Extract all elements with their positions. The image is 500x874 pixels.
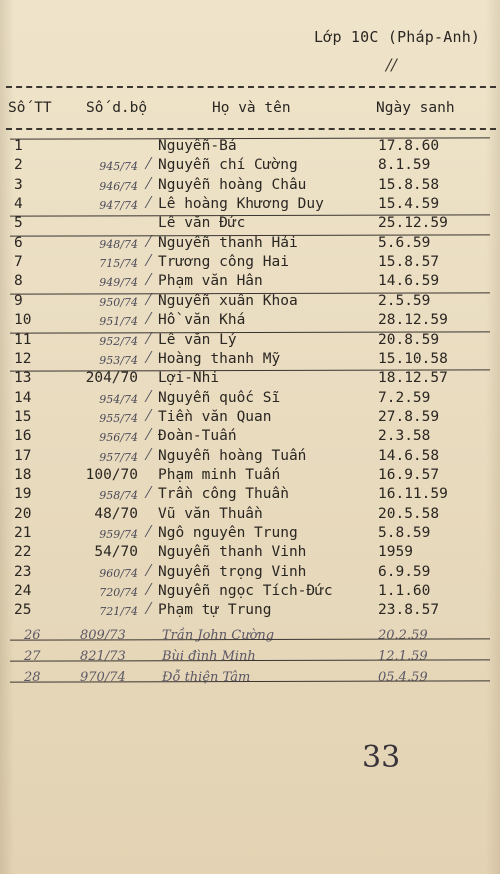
column-header-name: Họ và tên — [212, 100, 291, 116]
register-number: 947/74 — [99, 199, 138, 213]
birth-date: 5.8.59 — [378, 525, 431, 541]
check-mark — [137, 196, 153, 208]
birth-date: 5.6.59 — [378, 234, 431, 251]
table-row — [0, 564, 500, 584]
check-mark — [137, 332, 153, 344]
row-number: 2 — [14, 157, 23, 174]
register-number: 204/70 — [85, 370, 138, 387]
birth-date: 8.1.59 — [378, 157, 431, 174]
row-number: 6 — [14, 234, 23, 251]
check-mark — [137, 428, 153, 440]
table-row — [0, 235, 500, 255]
register-number: 821/73 — [80, 649, 126, 664]
student-name: Tiền văn Quan — [158, 408, 272, 425]
register-number: 957/74 — [99, 450, 138, 464]
register-number: 959/74 — [99, 528, 138, 541]
row-number: 3 — [14, 176, 23, 193]
table-row — [0, 312, 500, 332]
row-number: 23 — [14, 563, 32, 580]
birth-date: 14.6.58 — [378, 447, 440, 464]
register-number: 954/74 — [99, 392, 138, 406]
handwritten-row — [0, 670, 500, 692]
birth-date: 17.8.60 — [378, 138, 440, 154]
table-row — [0, 428, 500, 448]
row-number: 13 — [14, 370, 32, 387]
register-number: 809/73 — [80, 628, 126, 643]
birth-date: 15.8.57 — [378, 254, 440, 271]
birth-date: 15.10.58 — [378, 350, 448, 367]
student-name: Nguyễn hoàng Tuấn — [158, 447, 307, 464]
birth-date: 20.5.58 — [378, 505, 440, 522]
register-number: 956/74 — [99, 431, 138, 445]
student-name: Phạm tự Trung — [158, 602, 272, 619]
student-name: Nguyễn ngọc Tích-Đức — [158, 583, 333, 600]
student-name: Trần công Thuần — [158, 486, 289, 503]
header-dashed-rule — [6, 128, 496, 130]
student-name: Trần John Cường — [162, 628, 275, 643]
register-number: 949/74 — [99, 276, 138, 290]
register-number: 715/74 — [99, 257, 138, 271]
student-name: Lê văn Lý — [158, 331, 237, 348]
student-name: Nguyễn thanh Vinh — [158, 544, 307, 561]
check-mark — [137, 235, 153, 247]
check-mark — [137, 486, 153, 498]
row-number: 27 — [24, 649, 41, 664]
column-header-dob: Ngày sanh — [376, 100, 455, 116]
table-row — [0, 390, 500, 410]
student-name: Trương công Hai — [158, 254, 289, 271]
register-number: 54/70 — [94, 544, 138, 561]
birth-date: 2.5.59 — [378, 292, 431, 309]
register-number: 950/74 — [99, 295, 138, 309]
register-number: 946/74 — [99, 179, 138, 193]
birth-date: 7.2.59 — [378, 389, 431, 406]
student-name: Nguyễn-Bá — [158, 138, 237, 154]
check-mark — [137, 583, 153, 595]
check-mark — [137, 351, 153, 363]
table-row — [0, 332, 500, 352]
column-header-dbo: Số d.bộ — [86, 100, 148, 116]
birth-date: 15.8.58 — [378, 176, 440, 193]
birth-date: 1959 — [378, 544, 413, 561]
register-number: 952/74 — [99, 334, 138, 348]
table-row — [0, 602, 500, 622]
student-name: Đỗ thiện Tâm — [162, 670, 251, 685]
table-row — [0, 293, 500, 313]
student-name: Nguyễn chí Cường — [158, 157, 298, 174]
birth-date: 16.9.57 — [378, 466, 440, 483]
column-header-stt: Số TT — [8, 100, 52, 116]
birth-date: 12.1.59 — [378, 649, 428, 664]
page-number: 33 — [362, 740, 401, 775]
register-number: 951/74 — [99, 315, 138, 329]
check-mark — [137, 564, 153, 576]
student-name: Lê văn Đức — [158, 215, 246, 232]
row-number: 24 — [14, 583, 32, 600]
check-mark — [137, 409, 153, 421]
student-name: Ngô nguyên Trung — [158, 525, 298, 541]
register-number: 953/74 — [99, 353, 138, 367]
check-mark — [137, 602, 153, 614]
table-row — [0, 544, 500, 564]
student-name: Lợi-Nhi — [158, 370, 220, 387]
row-number: 26 — [24, 628, 41, 643]
student-name: Hoàng thanh Mỹ — [158, 350, 281, 367]
birth-date: 2.3.58 — [378, 428, 431, 445]
row-number: 18 — [14, 466, 32, 483]
student-name: Vũ văn Thuần — [158, 505, 263, 522]
table-row — [0, 177, 500, 197]
birth-date: 15.4.59 — [378, 196, 440, 213]
handwritten-row — [0, 649, 500, 671]
student-name: Phạm minh Tuấn — [158, 466, 281, 483]
table-row — [0, 486, 500, 506]
table-row — [0, 583, 500, 603]
row-number: 9 — [14, 292, 23, 309]
row-number: 20 — [14, 505, 32, 522]
row-number: 25 — [14, 602, 32, 619]
row-number: 10 — [14, 312, 32, 329]
table-row — [0, 409, 500, 429]
row-number: 19 — [14, 486, 32, 503]
class-title: Lớp 10C (Pháp-Anh) — [314, 28, 481, 46]
register-number: 958/74 — [99, 489, 138, 503]
table-row — [0, 467, 500, 487]
table-row — [0, 273, 500, 293]
row-number: 5 — [14, 215, 23, 232]
register-number: 945/74 — [99, 160, 138, 174]
row-number: 14 — [14, 389, 32, 406]
birth-date: 23.8.57 — [378, 602, 440, 619]
check-mark — [137, 157, 153, 169]
birth-date: 25.12.59 — [378, 215, 448, 232]
row-number: 8 — [14, 273, 23, 290]
birth-date: 1.1.60 — [378, 583, 431, 600]
student-name: Đoàn-Tuấn — [158, 428, 237, 445]
birth-date: 6.9.59 — [378, 563, 431, 580]
student-name: Nguyễn hoàng Châu — [158, 176, 307, 193]
student-name: Nguyễn thanh Hải — [158, 234, 298, 251]
table-row — [0, 525, 500, 545]
birth-date: 16.11.59 — [378, 486, 448, 503]
row-number: 11 — [14, 331, 32, 348]
register-number: 948/74 — [99, 237, 138, 251]
student-name: Bùi đình Minh — [162, 649, 256, 664]
check-mark — [137, 448, 153, 460]
student-name: Phạm văn Hân — [158, 273, 263, 290]
register-number: 100/70 — [85, 466, 138, 483]
row-number: 28 — [24, 670, 41, 685]
student-name: Lê hoàng Khương Duy — [158, 196, 324, 213]
table-row — [0, 370, 500, 390]
class-mark: // — [386, 55, 397, 74]
check-mark — [137, 390, 153, 402]
table-row — [0, 138, 500, 158]
handwritten-row — [0, 628, 500, 650]
table-row — [0, 215, 500, 235]
student-name: Nguyễn trọng Vinh — [158, 563, 307, 580]
register-number: 720/74 — [99, 586, 138, 600]
row-number: 21 — [14, 525, 32, 541]
row-number: 15 — [14, 408, 32, 425]
student-name: Nguyễn xuân Khoa — [158, 292, 298, 309]
register-number: 48/70 — [94, 505, 138, 522]
birth-date: 18.12.57 — [378, 370, 448, 387]
top-dashed-rule — [6, 86, 496, 88]
table-row — [0, 157, 500, 177]
register-number: 960/74 — [99, 566, 138, 580]
student-name: Nguyễn quốc Sĩ — [158, 389, 281, 406]
check-mark — [137, 525, 153, 537]
check-mark — [137, 254, 153, 266]
row-number: 1 — [14, 138, 23, 154]
check-mark — [137, 273, 153, 285]
check-mark — [137, 312, 153, 324]
row-number: 16 — [14, 428, 32, 445]
birth-date: 28.12.59 — [378, 312, 448, 329]
row-number: 22 — [14, 544, 32, 561]
row-number: 7 — [14, 254, 23, 271]
check-mark — [137, 177, 153, 189]
student-name: Hồ văn Khá — [158, 312, 246, 329]
table-row — [0, 506, 500, 526]
register-number: 955/74 — [99, 411, 138, 425]
row-number: 12 — [14, 350, 32, 367]
check-mark — [137, 293, 153, 305]
birth-date: 05.4.59 — [378, 670, 428, 685]
register-number: 970/74 — [80, 670, 126, 685]
table-row — [0, 196, 500, 216]
table-row — [0, 448, 500, 468]
row-number: 4 — [14, 196, 23, 213]
row-number: 17 — [14, 447, 32, 464]
birth-date: 27.8.59 — [378, 408, 440, 425]
birth-date: 20.2.59 — [378, 628, 428, 643]
birth-date: 14.6.59 — [378, 273, 440, 290]
birth-date: 20.8.59 — [378, 331, 440, 348]
register-number: 721/74 — [99, 605, 138, 619]
table-row — [0, 254, 500, 274]
table-row — [0, 351, 500, 371]
